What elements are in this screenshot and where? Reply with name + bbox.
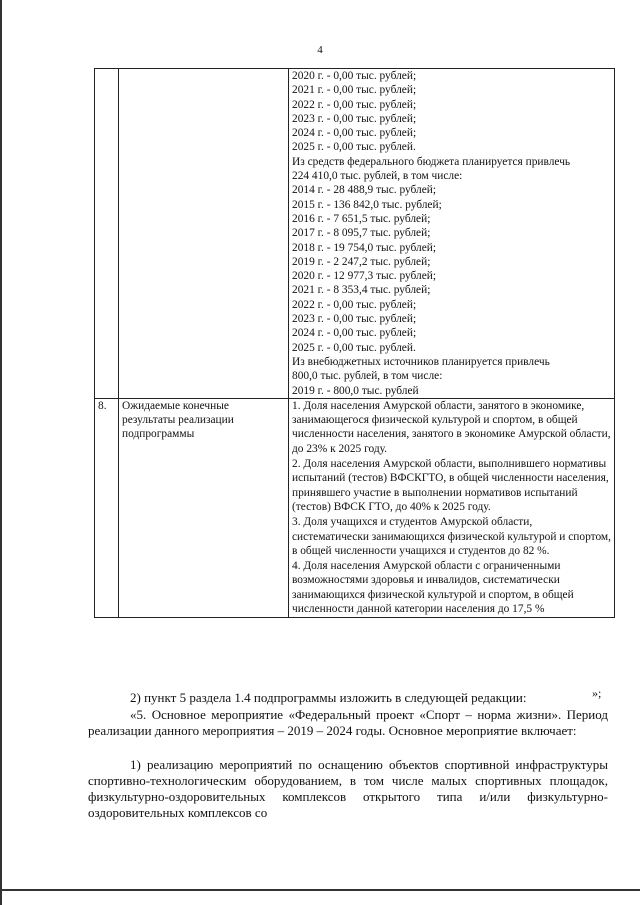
row-title-cell (119, 69, 289, 399)
funding-line: 2014 г. - 28 488,9 тыс. рублей; (292, 184, 437, 197)
funding-cell (289, 69, 615, 399)
funding-line: 2019 г. - 800,0 тыс. рублей (292, 384, 419, 397)
funding-line: 2018 г. - 19 754,0 тыс. рублей; (292, 241, 437, 254)
expected-result-item: 3. Доля учащихся и студентов Амурской области, систематически занимающихся физической культурой и спортом, в общей численности учащихся и студентов до 82 %. (292, 516, 611, 557)
table-row-funding-continued (95, 69, 615, 399)
funding-line: 2025 г. - 0,00 тыс. рублей. (292, 341, 416, 354)
funding-line: Из средств федерального бюджета планируется привлечь (292, 155, 571, 168)
funding-line: 2020 г. - 0,00 тыс. рублей; (292, 70, 417, 82)
row-number-cell (95, 69, 119, 399)
paragraph-item-5: «5. Основное мероприятие «Федеральный проект «Спорт – норма жизни». Период реализации данного мероприятия – 2019 – 2024 годы. Основное мероприятие включает: (88, 707, 608, 738)
page-number: 4 (317, 44, 323, 56)
funding-line: 2025 г. - 0,00 тыс. рублей. (292, 141, 416, 154)
funding-line: 2015 г. - 136 842,0 тыс. рублей; (292, 198, 442, 211)
scan-edge-bottom (0, 889, 640, 891)
funding-line: 2022 г. - 0,00 тыс. рублей; (292, 298, 417, 311)
results-cell (289, 398, 615, 617)
subprogram-passport-table (94, 68, 615, 618)
expected-result-item: 2. Доля населения Амурской области, выполнившего нормативы испытаний (тестов) ВФСКГТО, в общей численности населения, принявшего участие в выполнении нормативов испытаний (тестов) ВФСК ГТО, до 40% к 2025 году. (292, 458, 609, 513)
funding-line: 2023 г. - 0,00 тыс. рублей; (292, 112, 417, 125)
funding-line: 2024 г. - 0,00 тыс. рублей; (292, 127, 417, 140)
funding-line: 2021 г. - 8 353,4 тыс. рублей; (292, 284, 431, 297)
row-number-cell: 8. (95, 398, 119, 617)
funding-line: 2019 г. - 2 247,2 тыс. рублей; (292, 255, 431, 268)
funding-line: 2016 г. - 7 651,5 тыс. рублей; (292, 212, 431, 225)
funding-line: 800,0 тыс. рублей, в том числе: (292, 370, 443, 383)
expected-result-item: 4. Доля населения Амурской области с ограниченными возможностями здоровья и инвалидов, систематически занимающихся физической культурой и спортом, в общей численности данной категории населения до 17,5 % (292, 560, 574, 615)
funding-line: 2017 г. - 8 095,7 тыс. рублей; (292, 227, 431, 240)
paragraph-item-2: 2) пункт 5 раздела 1.4 подпрограммы изложить в следующей редакции: (130, 690, 527, 705)
funding-line: Из внебюджетных источников планируется привлечь (292, 355, 550, 368)
scan-edge-left (0, 0, 2, 905)
funding-line: 2021 г. - 0,00 тыс. рублей; (292, 84, 417, 97)
expected-result-item: 1. Доля населения Амурской области, занятого в экономике, занимающегося физической культурой и спортом, в общей численности населения, занятого в экономике Амурской области, до 23% к 2025 году. (292, 399, 611, 455)
funding-line: 2023 г. - 0,00 тыс. рублей; (292, 313, 417, 326)
closing-quote: »; (592, 686, 602, 700)
table-row-expected-results (95, 398, 615, 617)
funding-line: 2020 г. - 12 977,3 тыс. рублей; (292, 270, 437, 283)
funding-line: 2024 г. - 0,00 тыс. рублей; (292, 327, 417, 340)
funding-line: 2022 г. - 0,00 тыс. рублей; (292, 98, 417, 111)
funding-line: 224 410,0 тыс. рублей, в том числе: (292, 170, 463, 183)
row-title-cell: Ожидаемые конечные результаты реализации подпрограммы (119, 398, 289, 617)
paragraph-item-5-1: 1) реализацию мероприятий по оснащению объектов спортивной инфраструктуры спортивно-технологическим оборудованием, в том числе малых спортивных площадок, физкультурно-оздоровительных комплексов открытого типа и/или физкультурно-оздоровительных комплексов со (88, 757, 608, 820)
